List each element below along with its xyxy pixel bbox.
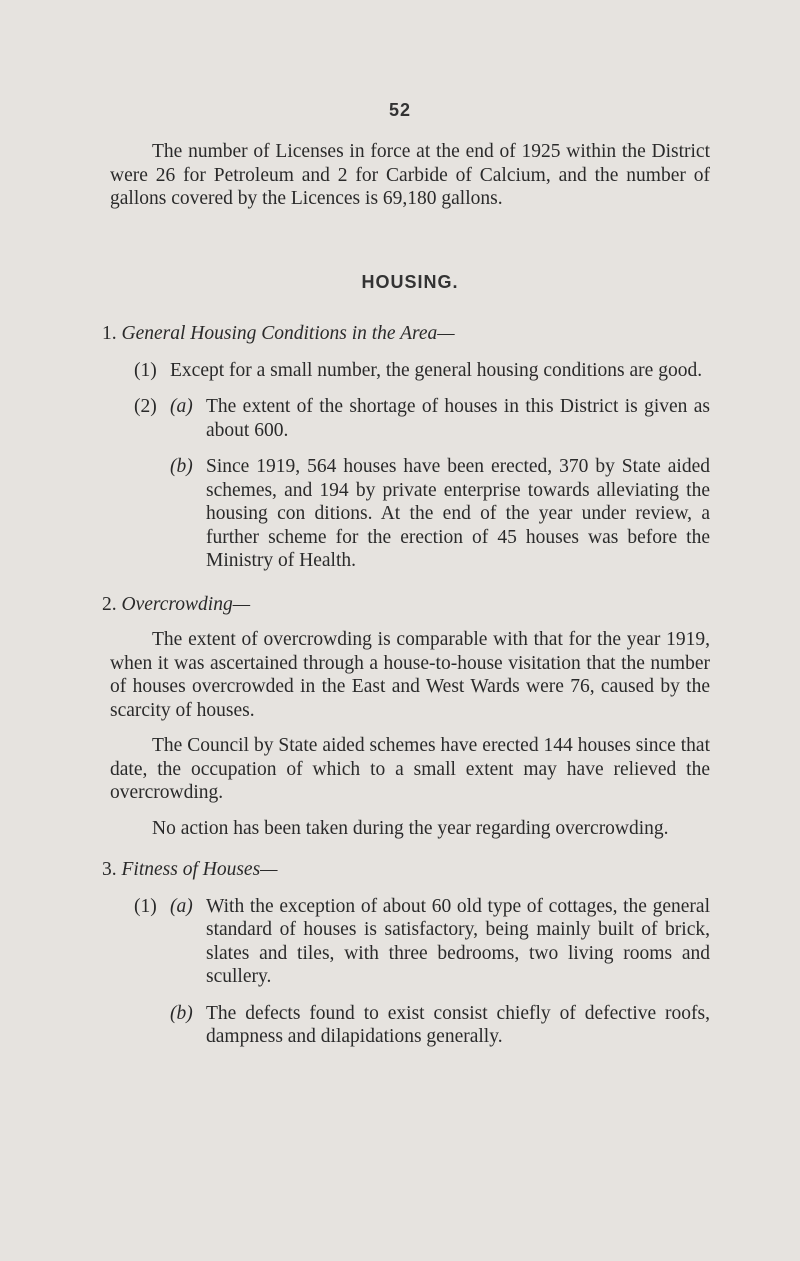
item-letter: (a) bbox=[170, 396, 193, 417]
intro-paragraph: The number of Licenses in force at the end of 1925 within the District were 26 for Petroleum and 2 for Carbide of Calcium, and the number of gallons covered by the Licences is 69,180 gallons. bbox=[110, 141, 710, 209]
section-fitness bbox=[102, 858, 710, 1049]
section-general-housing bbox=[102, 322, 710, 573]
item-number: (1) bbox=[134, 895, 157, 917]
item-text: Except for a small number, the general housing conditions are good. bbox=[170, 359, 703, 381]
section-number: 2. bbox=[102, 593, 117, 615]
section-number: 1. bbox=[102, 323, 117, 344]
item-letter: (a) bbox=[170, 895, 193, 917]
item-text: The defects found to exist consist chiefly of defective roofs, dampness and dilapidations generally. bbox=[206, 1002, 710, 1047]
list-item bbox=[110, 895, 710, 989]
section-title: Fitness of Houses— bbox=[121, 859, 278, 880]
paragraph: The extent of overcrowding is comparable with that for the year 1919, when it was ascertained through a house-to-house visitation that the number of houses overcrowded in the East and West Wards were 76, caused by the scarcity of houses. bbox=[110, 629, 710, 721]
item-letter: (b) bbox=[170, 456, 193, 477]
section-overcrowding bbox=[102, 593, 710, 841]
list-item bbox=[110, 455, 710, 573]
item-number: (1) bbox=[134, 359, 157, 381]
section-title: General Housing Conditions in the Area— bbox=[121, 323, 455, 344]
paragraph: The Council by State aided schemes have erected 144 houses since that date, the occupation of which to a small extent may have relieved the overcrowding. bbox=[110, 735, 710, 803]
section-number: 3. bbox=[102, 859, 117, 880]
page-number: 52 bbox=[388, 100, 412, 120]
list-item bbox=[110, 359, 710, 383]
section-title: Overcrowding— bbox=[121, 593, 251, 615]
page-content bbox=[102, 140, 710, 1049]
housing-heading: HOUSING. bbox=[361, 271, 459, 292]
item-letter: (b) bbox=[170, 1002, 193, 1024]
item-number: (2) bbox=[134, 396, 157, 417]
item-text: Since 1919, 564 houses have been erected, 370 by State aided schemes, and 194 by private enterprise towards alleviating the housing con ditions. At the end of the year under review, a further scheme for the erection of 45 houses was before the Ministry of Health. bbox=[206, 456, 710, 571]
list-item bbox=[110, 1002, 710, 1049]
paragraph: No action has been taken during the year regarding overcrowding. bbox=[152, 817, 669, 839]
item-text: With the exception of about 60 old type of cottages, the general standard of houses is satisfactory, being mainly built of brick, slates and tiles, with three bedrooms, two living rooms and scullery. bbox=[206, 895, 710, 987]
item-text: The extent of the shortage of houses in this District is given as about 600. bbox=[206, 396, 710, 441]
list-item bbox=[110, 395, 710, 442]
